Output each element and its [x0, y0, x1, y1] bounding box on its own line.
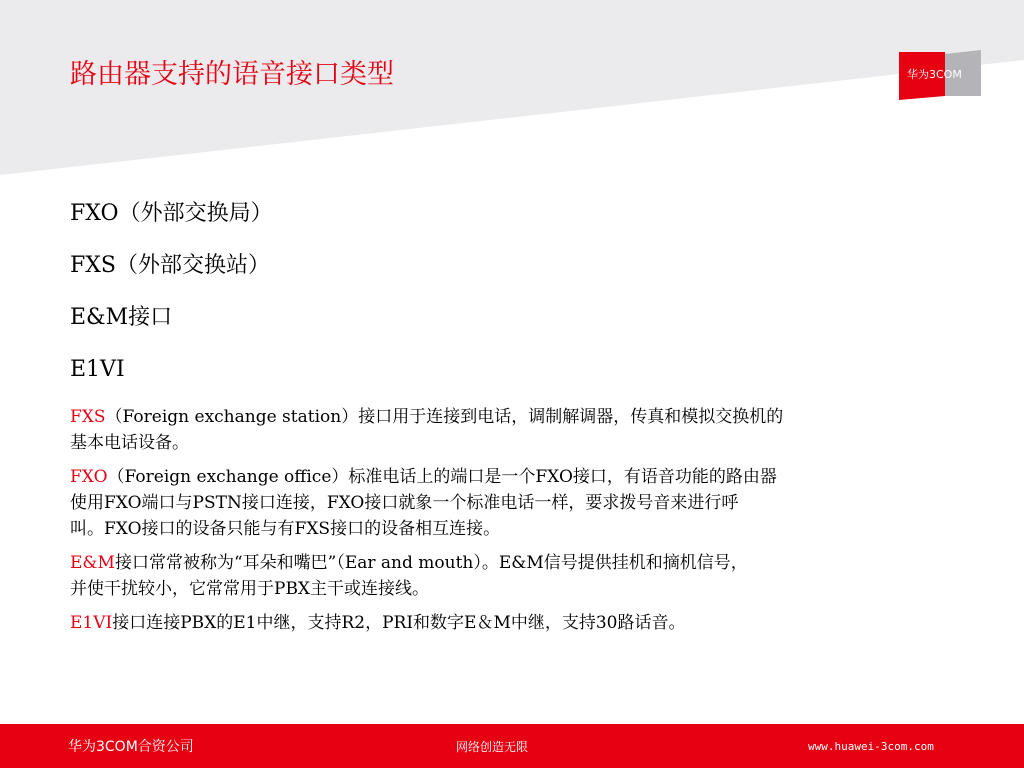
list-item-e1vi: E1VI [70, 357, 125, 382]
description-em [70, 550, 970, 602]
description-line: 接口常常被称为“耳朵和嘴巴”（Ear and mouth）。E&M信号提供挂机和摘机信号， [114, 553, 748, 573]
footer-company: 华为3COM合资公司 [68, 739, 194, 755]
term-e1vi: E1VI [70, 613, 113, 633]
list-item-fxs: FXS（外部交换站） [70, 253, 270, 278]
interface-list [70, 200, 273, 408]
list-item-em: E&M接口 [70, 305, 173, 330]
description-line: 并使干扰较小，它常常用于PBX主干或连接线。 [70, 579, 430, 599]
term-fxo: FXO [70, 467, 108, 487]
footer-website: www.huawei-3com.com [808, 740, 934, 753]
list-item-fxo: FXO（外部交换局） [70, 201, 273, 226]
footer-bar [0, 724, 1024, 768]
logo-text: 华为3COM [907, 68, 962, 81]
description-e1vi [70, 610, 970, 636]
term-fxs: FXS [70, 407, 106, 427]
description-line: （Foreign exchange station）接口用于连接到电话，调制解调器，传真和模拟交换机的 [105, 407, 784, 427]
description-line: 接口连接PBX的E1中继，支持R2，PRI和数字E＆M中继，支持30路话音。 [112, 613, 686, 633]
footer-slogan: 网络创造无限 [456, 740, 529, 754]
description-line: 叫。FXO接口的设备只能与有FXS接口的设备相互连接。 [70, 519, 501, 539]
description-line: 基本电话设备。 [70, 433, 189, 453]
description-fxs [70, 404, 970, 456]
description-line: （Foreign exchange office）标准电话上的端口是一个FXO接口，有语音功能的路由器 [107, 467, 777, 487]
term-em: E&M [70, 553, 115, 573]
slide-title: 路由器支持的语音接口类型 [70, 59, 394, 90]
descriptions [70, 404, 970, 644]
description-line: 使用FXO端口与PSTN接口连接，FXO接口就象一个标准电话一样，要求拨号音来进行呼 [70, 493, 739, 513]
description-fxo [70, 464, 970, 542]
